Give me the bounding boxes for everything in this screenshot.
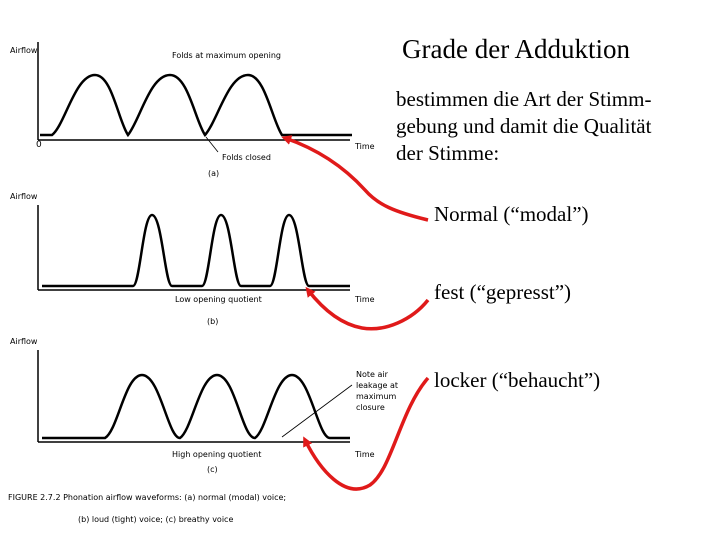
panel-b-waveform [42,215,350,286]
panel-c-note-pointer [282,385,352,437]
panel-b [10,192,375,326]
panel-c [10,337,398,474]
panel-a [10,42,375,178]
panel-a-x-label: Time [355,142,375,151]
item-locker-behaucht: locker (“behaucht”) [434,368,601,392]
panel-c-y-label: Airflow [10,337,38,346]
panel-b-y-label: Airflow [10,192,38,201]
slide-title: Grade der Adduktion [402,34,630,64]
panel-b-annotation-low-oq: Low opening quotient [175,295,262,304]
figure-caption-line-2: (b) loud (tight) voice; (c) breathy voice [78,515,234,524]
item-fest-gepresst: fest (“gepresst”) [434,280,572,304]
panel-a-annotation-closed: Folds closed [222,153,271,162]
panel-a-waveform [40,75,352,135]
panel-c-note-line-1: Note air [356,370,388,379]
panel-a-annotation-max-opening: Folds at maximum opening [172,51,281,60]
panel-b-panel-label: (b) [207,317,219,326]
slide-body-text [396,86,714,167]
panel-a-zero-label: 0 [36,140,42,150]
panel-c-note-line-4: closure [356,403,385,412]
panel-a-y-label: Airflow [10,46,38,55]
panel-c-waveform [42,375,350,438]
panel-c-x-label: Time [355,450,375,459]
panel-c-annotation-high-oq: High opening quotient [172,450,262,459]
item-normal-modal: Normal (“modal”) [434,202,589,226]
panel-c-note-line-3: maximum [356,392,397,401]
panel-b-x-label: Time [355,295,375,304]
body-line-3: der Stimme: [396,141,500,165]
body-line-1: bestimmen die Art der Stimm- [396,87,652,111]
panel-c-note-line-2: leakage at [356,381,399,390]
figure-caption-line-1: FIGURE 2.7.2 Phonation airflow waveforms: (a) normal (modal) voice; [8,493,287,502]
body-line-2: gebung und damit die Qualität [396,114,652,138]
panel-a-panel-label: (a) [208,169,220,178]
panel-c-panel-label: (c) [207,465,218,474]
